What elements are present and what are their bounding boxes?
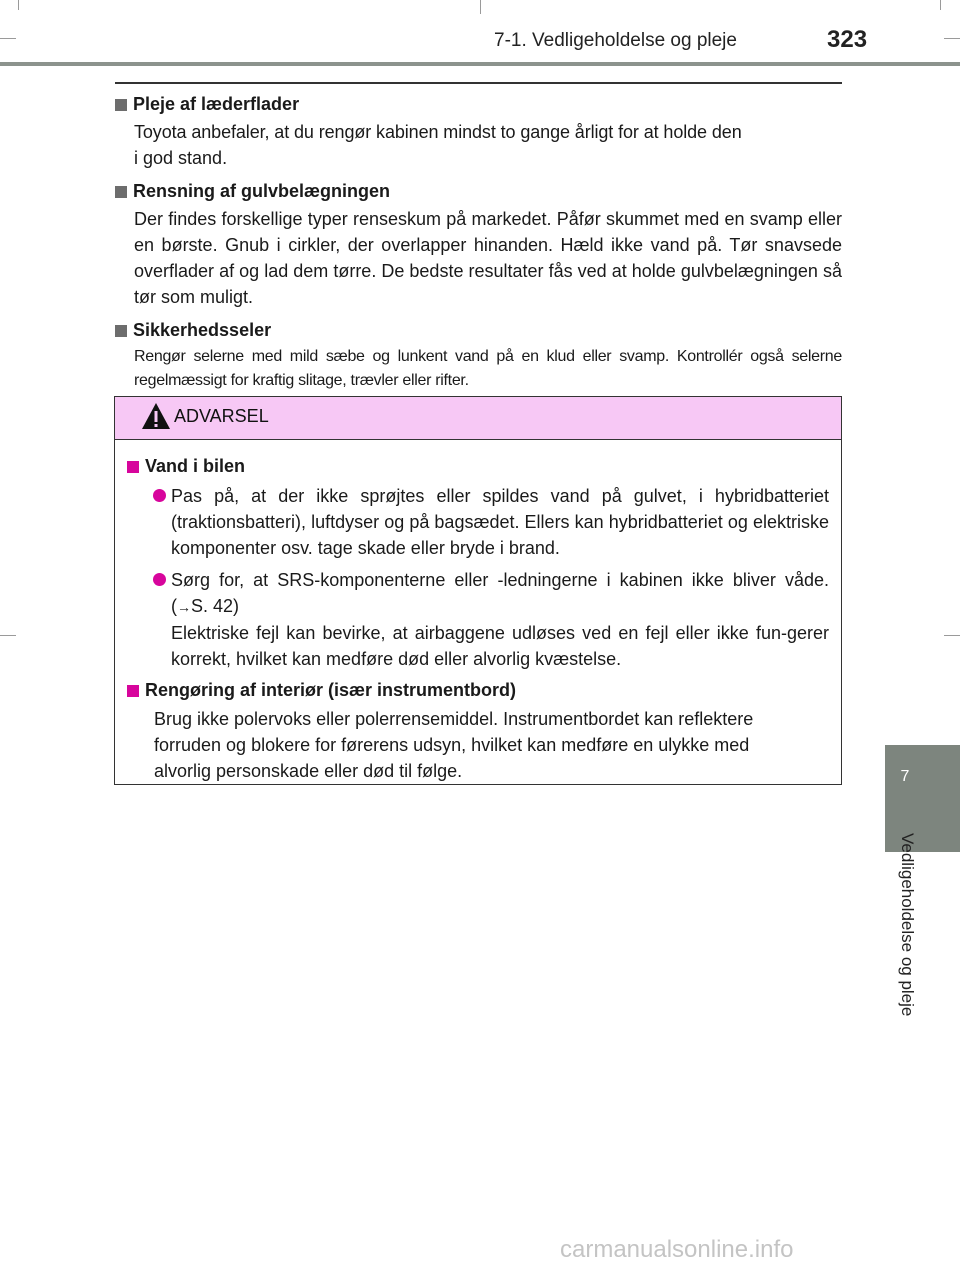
warning-box [114, 396, 842, 785]
page-reference[interactable]: S. 42) [191, 596, 240, 616]
section-title-text: Sikkerhedsseler [133, 320, 272, 340]
crop-mark [18, 0, 19, 10]
warning-body [115, 440, 841, 784]
section-title [115, 92, 842, 117]
header-title: 7-1. Vedligeholdelse og pleje [494, 30, 737, 51]
header-rule [0, 62, 960, 66]
square-bullet-icon [127, 685, 139, 697]
square-bullet-icon [115, 99, 127, 111]
warning-item-title-text: Vand i bilen [145, 456, 246, 476]
warning-triangle-icon [141, 401, 171, 431]
watermark: carmanualsonline.info [560, 1236, 794, 1263]
warning-bullet-text: Elektriske fejl kan bevirke, at airbaggene udløses ved en fejl eller ikke fun-gerer korrekt, hvilket kan medføre død eller alvorlig kvæstelse. [171, 623, 829, 669]
chapter-label: Vedligeholdelse og pleje [898, 833, 917, 1017]
crop-mark [0, 635, 16, 636]
crop-mark [940, 0, 941, 10]
section-title [115, 179, 842, 204]
crop-mark [0, 38, 16, 39]
paragraph-line: Toyota anbefaler, at du rengør kabinen mindst to gange årligt for at holde den [134, 122, 742, 142]
section-title [115, 318, 842, 343]
warning-item-title-text: Rengøring af interiør (især instrumentbord) [145, 680, 517, 700]
round-bullet-icon [153, 573, 166, 586]
warning-item-title [127, 454, 829, 479]
section-paragraph [134, 119, 842, 171]
section-rule [115, 82, 842, 84]
section-title-text: Rensning af gulvbelægningen [133, 181, 391, 201]
warning-bullet [153, 567, 829, 672]
square-bullet-icon [115, 325, 127, 337]
warning-header [115, 397, 841, 440]
square-bullet-icon [127, 461, 139, 473]
section-paragraph: Rengør selerne med mild sæbe og lunkent vand på en klud eller svamp. Kontrollér også selerne regelmæssigt for kraftig slitage, trævler eller rifter. [134, 348, 842, 389]
arrow-icon: → [177, 599, 191, 615]
crop-mark [480, 0, 481, 14]
crop-mark [944, 635, 960, 636]
paragraph-line: alvorlig personskade eller død til følge. [154, 761, 463, 781]
crop-mark [944, 38, 960, 39]
page-number: 323 [827, 26, 868, 53]
warning-bullet [153, 483, 829, 561]
section-title-text: Pleje af læderflader [133, 94, 300, 114]
warning-item-title [127, 678, 829, 703]
square-bullet-icon [115, 186, 127, 198]
main-content [115, 92, 842, 401]
paragraph-line: i god stand. [134, 148, 228, 168]
section-paragraph: Der findes forskellige typer renseskum på markedet. Påfør skummet med en svamp eller en børste. Gnub i cirkler, der overlapper hinanden. Hæld ikke vand på. Tør snavsede overflader af og lad dem tørre. De bedste resultater fås ved at holde gulvbelægningen så tør som muligt. [134, 209, 842, 307]
chapter-number: 7 [900, 768, 910, 785]
warning-bullet-text: Pas på, at der ikke sprøjtes eller spildes vand på gulvet, i hybridbatteriet (traktionsbatteri), luftdyser og på bagsædet. Ellers kan hybridbatteriet og elektriske komponenter osv. tage skade eller bryde i brand. [171, 486, 829, 558]
warning-bullet-text: Sørg for, at SRS-komponenterne eller -ledningerne i kabinen ikke bliver våde. ( [171, 570, 829, 616]
warning-label: ADVARSEL [174, 406, 269, 426]
paragraph-line: Brug ikke polervoks eller polerrensemiddel. Instrumentbordet kan reflektere [154, 709, 754, 729]
warning-paragraph [154, 706, 829, 784]
paragraph-line: forruden og blokere for førerens udsyn, hvilket kan medføre en ulykke med [154, 735, 750, 755]
round-bullet-icon [153, 489, 166, 502]
